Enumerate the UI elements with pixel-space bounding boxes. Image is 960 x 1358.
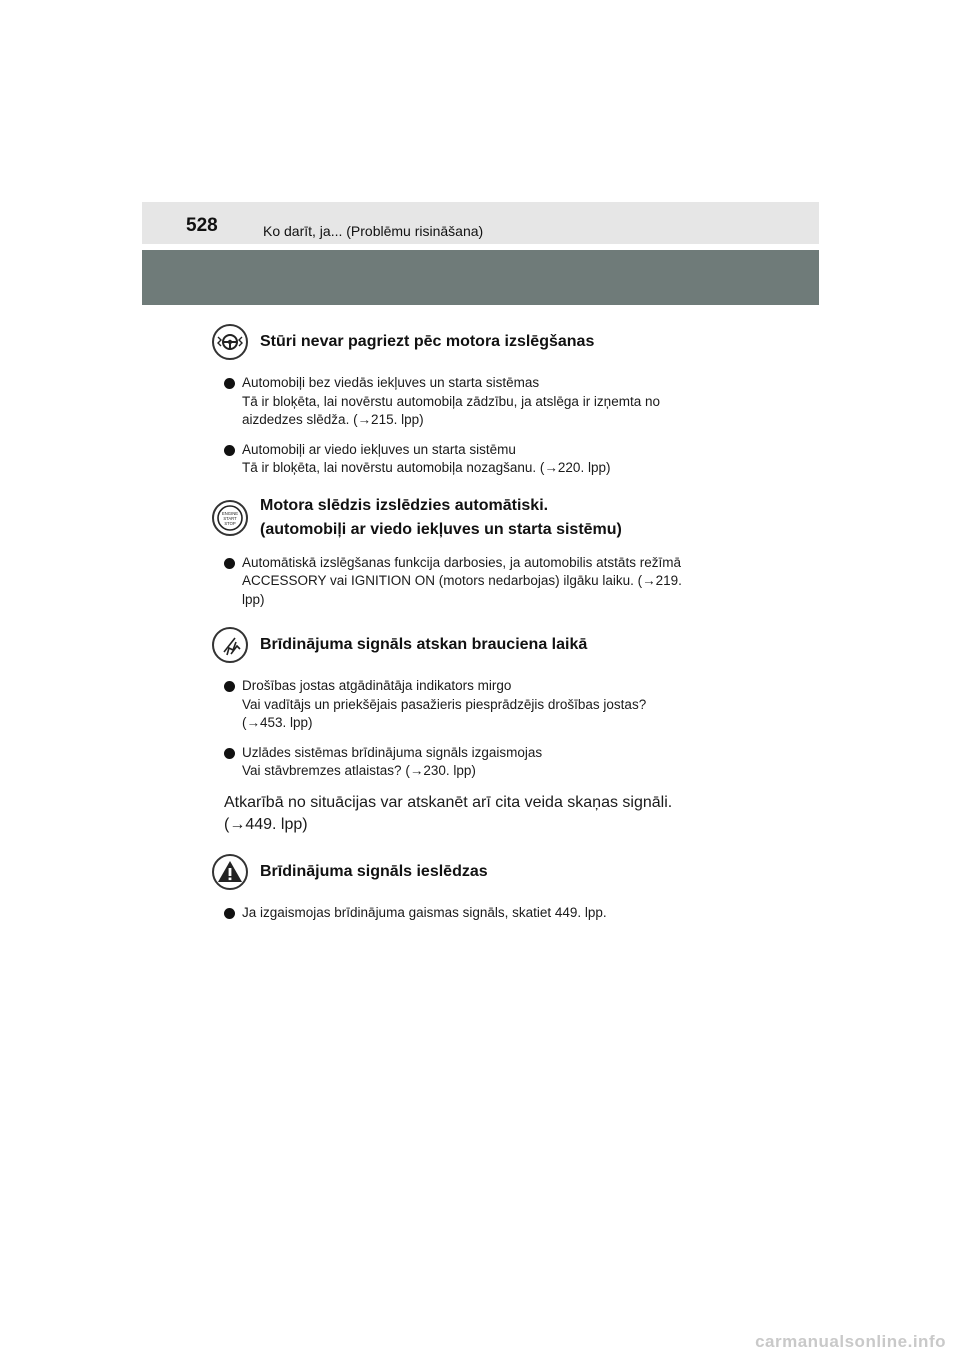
section-title-line: Stūri nevar pagriezt pēc motora izslēgšanas [260,333,595,350]
list-item-line: lpp) [242,591,265,607]
steering-lock-icon [212,324,248,360]
list-item [212,744,746,781]
section-heading [212,625,746,665]
bullet-dot-icon [224,748,235,759]
warning-buzzer-icon [212,627,248,663]
note-paragraph-line: (→449. lpp) [224,815,308,833]
section-title-line: Motora slēdzis izslēdzies automātiski. [260,496,549,514]
note-paragraph [212,792,746,836]
section-title-line: (automobiļi ar viedo iekļuves un starta sistēmu) [260,520,622,538]
chapter-title: Ko darīt, ja... (Problēmu risināšana) [263,223,484,239]
engine-label: ENGINE [221,510,239,516]
list-item [212,904,746,923]
section-title [260,494,622,542]
section-title-line: Brīdinājuma signāls ieslēdzas [260,862,488,880]
list-item [212,677,746,733]
watermark: carmanualsonline.info [755,1332,946,1351]
bullet-dot-icon [224,558,235,569]
section-warning-light [212,852,746,923]
section-heading [212,322,746,362]
list-item-line: Ja izgaismojas brīdinājuma gaismas signāls, skatiet 449. lpp. [242,904,607,920]
list-item-line: Automobiļi ar viedo iekļuves un starta sistēmu [242,441,516,457]
list-item-line: ACCESSORY vai IGNITION ON (motors nedarbojas) ilgāku laiku. (→219. [242,573,682,588]
section-title [260,330,594,354]
section-steering-lock [212,322,746,478]
engine-start-stop-button-icon [212,500,248,536]
section-heading [212,494,746,542]
section-warning-buzzer [212,625,746,836]
list-item [212,374,746,430]
stop-label: STOP [224,520,236,526]
note-paragraph-line: Atkarībā no situācijas var atskanēt arī cita veida skaņas signāli. [224,793,673,811]
section-engine-switch [212,494,746,610]
list-item-line: Automobiļi bez viedās iekļuves un starta sistēmas [242,375,540,390]
start-label: START [223,515,237,521]
bullet-dot-icon [224,378,235,389]
list-item-line: Tā ir bloķēta, lai novērstu automobiļa nozagšanu. (→220. lpp) [242,460,611,475]
section-title [260,633,587,657]
list-item-line: Automātiskā izslēgšanas funkcija darbosies, ja automobilis atstāts režīmā [242,554,681,570]
list-item-line: Tā ir bloķēta, lai novērstu automobiļa zādzību, ja atslēga ir izņemta no [242,393,660,409]
list-item-line: (→453. lpp) [242,715,313,730]
section-title-line: Brīdinājuma signāls atskan brauciena laikā [260,636,588,653]
warning-triangle-icon [212,854,248,890]
bullet-dot-icon [224,445,235,456]
page-number: 528 [186,215,218,236]
list-item-line: Uzlādes sistēmas brīdinājuma signāls izgaismojas [242,744,543,760]
list-item-line: aizdedzes slēdža. (→215. lpp) [242,412,424,427]
list-item-line: Vai vadītājs un priekšējais pasažieris piesprādzējis drošības jostas? [242,696,647,712]
page-content [212,322,746,938]
bullet-dot-icon [224,908,235,919]
section-heading [212,852,746,892]
list-item [212,554,746,610]
list-item-line: Drošības jostas atgādinātāja indikators mirgo [242,678,512,693]
bullet-dot-icon [224,681,235,692]
list-item-line: Vai stāvbremzes atlaistas? (→230. lpp) [242,763,476,778]
section-banner [142,250,819,305]
section-title [260,860,488,884]
list-item [212,441,746,478]
